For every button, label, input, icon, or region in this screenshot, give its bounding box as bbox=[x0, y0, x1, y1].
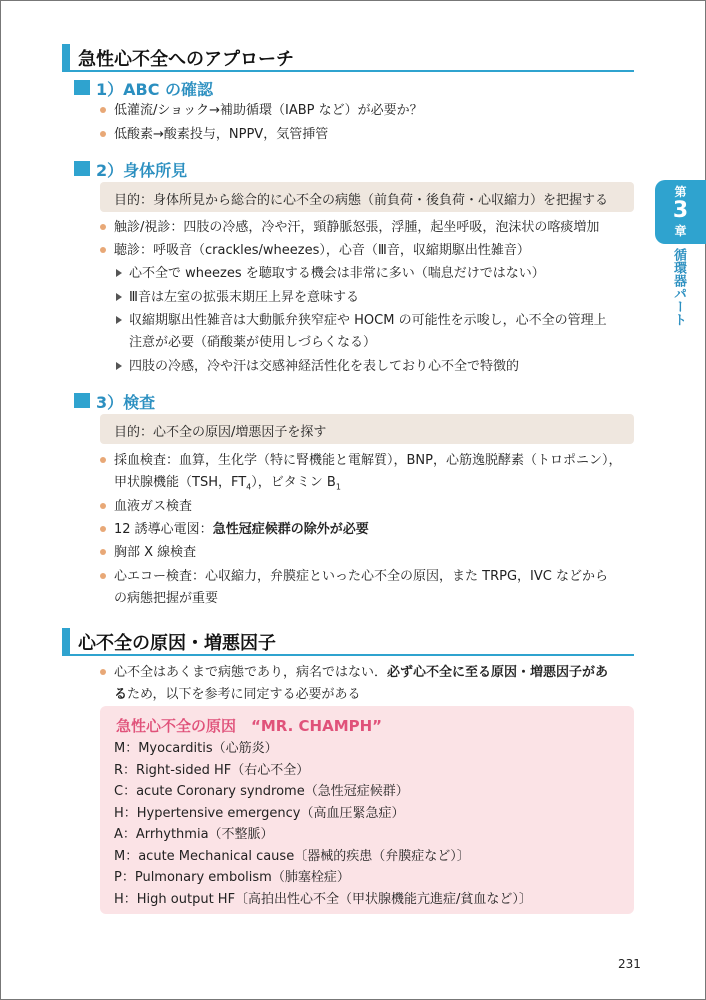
section-heading-causes bbox=[62, 628, 634, 654]
section-title: 心不全の原因・増悪因子 bbox=[78, 633, 276, 654]
bullet-text: 心エコー検査：心収縮力，弁膜症といった心不全の原因，また TRPG，IVC などから bbox=[114, 569, 608, 584]
triangle-icon bbox=[116, 316, 122, 324]
list-item bbox=[100, 124, 328, 146]
bullet-text: 心不全はあくまで病態であり，病名ではない． bbox=[114, 665, 388, 680]
text-part: ），ビタミン B bbox=[251, 475, 336, 490]
bullet-bold-text: 急性冠症候群の除外が必要 bbox=[212, 522, 369, 537]
list-item bbox=[100, 542, 196, 564]
sub-bullet-text: 四肢の冷感，冷や汗は交感神経活性化を表しており心不全で特徴的 bbox=[129, 359, 520, 374]
bullet-dot bbox=[100, 503, 106, 509]
heading-rule bbox=[62, 70, 634, 72]
list-item bbox=[100, 662, 608, 706]
list-item bbox=[100, 100, 423, 122]
heading-rule bbox=[62, 654, 634, 656]
sub-list-item bbox=[116, 310, 607, 354]
bullet-dot bbox=[100, 247, 106, 253]
list-item bbox=[100, 519, 369, 541]
sub-bullet-continuation: 注意が必要（硝酸薬が使用しづらくなる） bbox=[129, 335, 377, 350]
subheading-square bbox=[74, 161, 90, 176]
subheading-title: 3）検査 bbox=[96, 393, 156, 412]
bullet-text: 低酸素→酸素投与，NPPV，気管挿管 bbox=[114, 127, 329, 142]
mnemonic-box bbox=[100, 706, 634, 914]
list-item bbox=[100, 450, 621, 499]
bullet-dot bbox=[100, 224, 106, 230]
mnemonic-list bbox=[114, 738, 532, 910]
purpose-box bbox=[100, 182, 634, 212]
bullet-text: 触診/視診：四肢の冷感，冷や汗，頸静脈怒張，浮腫，起坐呼吸，泡沫状の喀痰増加 bbox=[114, 220, 600, 235]
mnemonic-row: H：Hypertensive emergency（高血圧緊急症） bbox=[114, 805, 405, 821]
bullet-text: 血液ガス検査 bbox=[114, 499, 193, 514]
mnemonic-row: M：Myocarditis（心筋炎） bbox=[114, 741, 278, 756]
bullet-dot bbox=[100, 573, 106, 579]
chapter-side-title: 循環器パート bbox=[671, 248, 686, 326]
bullet-text: ため，以下を参考に同定する必要がある bbox=[127, 687, 361, 702]
heading-bar bbox=[62, 44, 70, 70]
sub-list-item bbox=[116, 356, 519, 378]
list-item bbox=[100, 496, 192, 518]
bullet-bold-text: 必ず心不全に至る原因・増悪因子があ bbox=[387, 665, 609, 680]
bullet-dot bbox=[100, 457, 106, 463]
mnemonic-title: 急性心不全の原因 “MR. CHAMPH” bbox=[116, 717, 383, 735]
subheading-square bbox=[74, 393, 90, 408]
bullet-dot bbox=[100, 107, 106, 113]
mnemonic-row: P：Pulmonary embolism（肺塞栓症） bbox=[114, 870, 350, 885]
subheading-square bbox=[74, 80, 90, 95]
subscript: 4 bbox=[246, 482, 252, 492]
mnemonic-row: M：acute Mechanical cause〔器械的疾患（弁膜症など）〕 bbox=[114, 848, 470, 864]
subscript: 1 bbox=[335, 482, 341, 492]
bullet-text: 採血検査：血算，生化学（特に腎機能と電解質），BNP，心筋逸脱酵素（トロポニン）， bbox=[114, 453, 622, 468]
bullet-text: 低灌流/ショック→補助循環（IABP など）が必要か？ bbox=[114, 103, 423, 118]
chapter-label-bottom: 章 bbox=[674, 224, 687, 238]
sub-bullet-text: 収縮期駆出性雑音は大動脈弁狭窄症や HOCM の可能性を示唆し，心不全の管理上 bbox=[129, 313, 607, 328]
bullet-text: 聴診：呼吸音（crackles/wheezes），心音（Ⅲ音，収縮期駆出性雑音） bbox=[114, 243, 530, 258]
bullet-dot bbox=[100, 131, 106, 137]
chapter-number: 3 bbox=[672, 198, 689, 223]
page-number: 231 bbox=[618, 957, 641, 971]
purpose-box bbox=[100, 414, 634, 444]
bullet-dot bbox=[100, 669, 106, 675]
bullet-dot bbox=[100, 549, 106, 555]
bullet-dot bbox=[100, 526, 106, 532]
bullet-bold-text: る bbox=[114, 687, 128, 702]
section-heading-acute-hf-approach bbox=[62, 44, 634, 70]
subheading-title: 2）身体所見 bbox=[96, 161, 188, 180]
triangle-icon bbox=[116, 293, 122, 301]
bullet-text: 胸部 X 線検査 bbox=[114, 545, 197, 560]
sub-bullet-text: Ⅲ音は左室の拡張末期圧上昇を意味する bbox=[129, 290, 359, 305]
triangle-icon bbox=[116, 362, 122, 370]
text-part: 甲状腺機能（TSH，FT bbox=[114, 475, 247, 490]
bullet-text: 12 誘導心電図： bbox=[114, 522, 213, 537]
bullet-continuation: の病態把握が重要 bbox=[114, 591, 219, 606]
heading-bar bbox=[62, 628, 70, 654]
mnemonic-row: C：acute Coronary syndrome（急性冠症候群） bbox=[114, 784, 409, 799]
bullet-continuation bbox=[100, 472, 621, 499]
section-title: 急性心不全へのアプローチ bbox=[78, 49, 294, 70]
sub-bullet-text: 心不全で wheezes を聴取する機会は非常に多い（喘息だけではない） bbox=[129, 266, 545, 281]
subheading-title: 1）ABC の確認 bbox=[96, 80, 214, 99]
sub-list-item bbox=[116, 263, 545, 285]
chapter-label-top: 第 bbox=[674, 185, 687, 199]
list-item bbox=[100, 240, 530, 262]
list-item bbox=[100, 566, 608, 610]
list-item bbox=[100, 217, 599, 239]
mnemonic-row: A：Arrhythmia（不整脈） bbox=[114, 827, 274, 842]
bullet-continuation bbox=[100, 684, 608, 706]
triangle-icon bbox=[116, 269, 122, 277]
purpose-text: 目的：身体所見から総合的に心不全の病態（前負荷・後負荷・心収縮力）を把握する bbox=[114, 193, 609, 208]
mnemonic-row: R：Right-sided HF（右心不全） bbox=[114, 762, 310, 778]
mnemonic-row: H：High output HF〔高拍出性心不全（甲状腺機能亢進症/貧血など）〕 bbox=[114, 891, 532, 907]
purpose-text: 目的：心不全の原因/増悪因子を探す bbox=[114, 425, 327, 440]
sub-list-item bbox=[116, 287, 359, 309]
chapter-tab bbox=[655, 180, 706, 244]
